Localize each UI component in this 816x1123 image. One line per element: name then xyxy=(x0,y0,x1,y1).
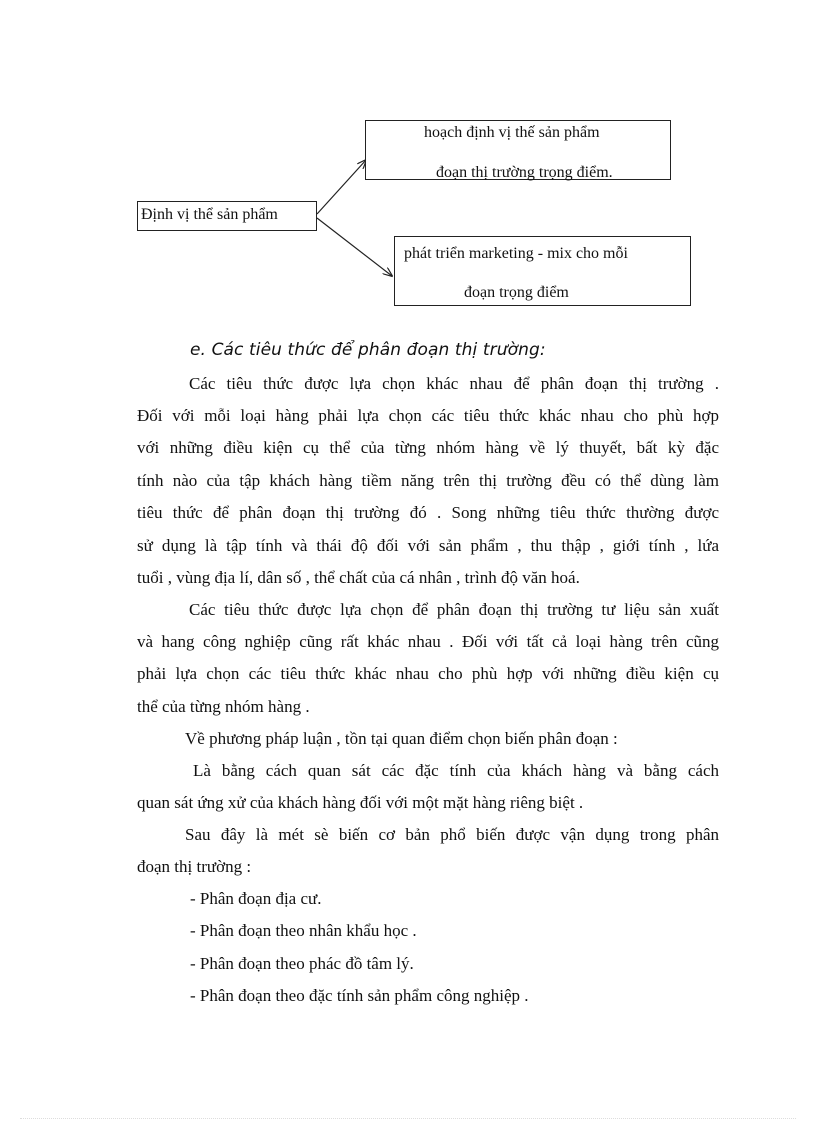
list-item: - Phân đoạn địa cư. xyxy=(190,889,322,908)
list-item: - Phân đoạn theo đặc tính sản phẩm công nghiệp . xyxy=(190,986,529,1005)
paragraph-line: Sau đây là mét sè biến cơ bản phổ biến được vận dụng trong phân xyxy=(185,825,719,844)
paragraph-line: Các tiêu thức được lựa chọn khác nhau để phân đoạn thị trường . xyxy=(189,374,719,393)
list-item: - Phân đoạn theo nhân khẩu học . xyxy=(190,921,417,940)
box-top-line1: hoạch định vị thế sản phẩm xyxy=(424,124,600,141)
paragraph-line: thể của từng nhóm hàng . xyxy=(137,697,310,716)
paragraph-line: và hang công nghiệp cũng rất khác nhau . Đối với tất cả loại hàng trên cũng xyxy=(137,632,719,651)
paragraph-line: tuổi , vùng địa lí, dân số , thể chất của cá nhân , trình độ văn hoá. xyxy=(137,568,580,587)
diagram-box-positioning-plan xyxy=(365,120,671,180)
diagram-box-marketing-mix xyxy=(394,236,691,306)
paragraph-line: Là bằng cách quan sát các đặc tính của khách hàng và bằng cách xyxy=(193,761,719,780)
paragraph-line: Về phương pháp luận , tồn tại quan điểm chọn biến phân đoạn : xyxy=(185,729,618,748)
paragraph-line: đoạn thị trường : xyxy=(137,857,252,876)
box-top-line2: đoạn thị trường trọng điểm. xyxy=(436,164,613,181)
box-bottom-line2: đoạn trọng điểm xyxy=(464,284,569,301)
list-item: - Phân đoạn theo phác đồ tâm lý. xyxy=(190,954,414,973)
paragraph-line: tính nào của tập khách hàng tiềm năng trên thị trường đều có thể dùng làm xyxy=(137,471,719,490)
page-footer-rule xyxy=(20,1118,796,1119)
diagram-box-positioning xyxy=(137,201,317,231)
arrow-down xyxy=(317,218,392,276)
box-left-label: Định vị thể sản phẩm xyxy=(141,206,278,223)
paragraph-line: với những điều kiện cụ thể của từng nhóm hàng về lý thuyết, bất kỳ đặc xyxy=(137,438,719,457)
paragraph-line: Đối với mỗi loại hàng phải lựa chọn các tiêu thức khác nhau cho phù hợp xyxy=(137,406,719,425)
section-heading: e. Các tiêu thức để phân đoạn thị trường: xyxy=(190,340,546,360)
arrow-up xyxy=(317,160,366,214)
paragraph-line: quan sát ứng xử của khách hàng đối với một mặt hàng riêng biệt . xyxy=(137,793,584,812)
paragraph-line: sử dụng là tập tính và thái độ đối với sản phẩm , thu thập , giới tính , lứa xyxy=(137,536,719,555)
paragraph-line: Các tiêu thức được lựa chọn để phân đoạn thị trường tư liệu sản xuất xyxy=(189,600,719,619)
paragraph-line: tiêu thức để phân đoạn thị trường đó . Song những tiêu thức thường được xyxy=(137,503,719,522)
paragraph-line: phải lựa chọn các tiêu thức khác nhau cho phù hợp với những điều kiện cụ xyxy=(137,664,719,683)
box-bottom-line1: phát triển marketing - mix cho mỗi xyxy=(404,245,628,262)
